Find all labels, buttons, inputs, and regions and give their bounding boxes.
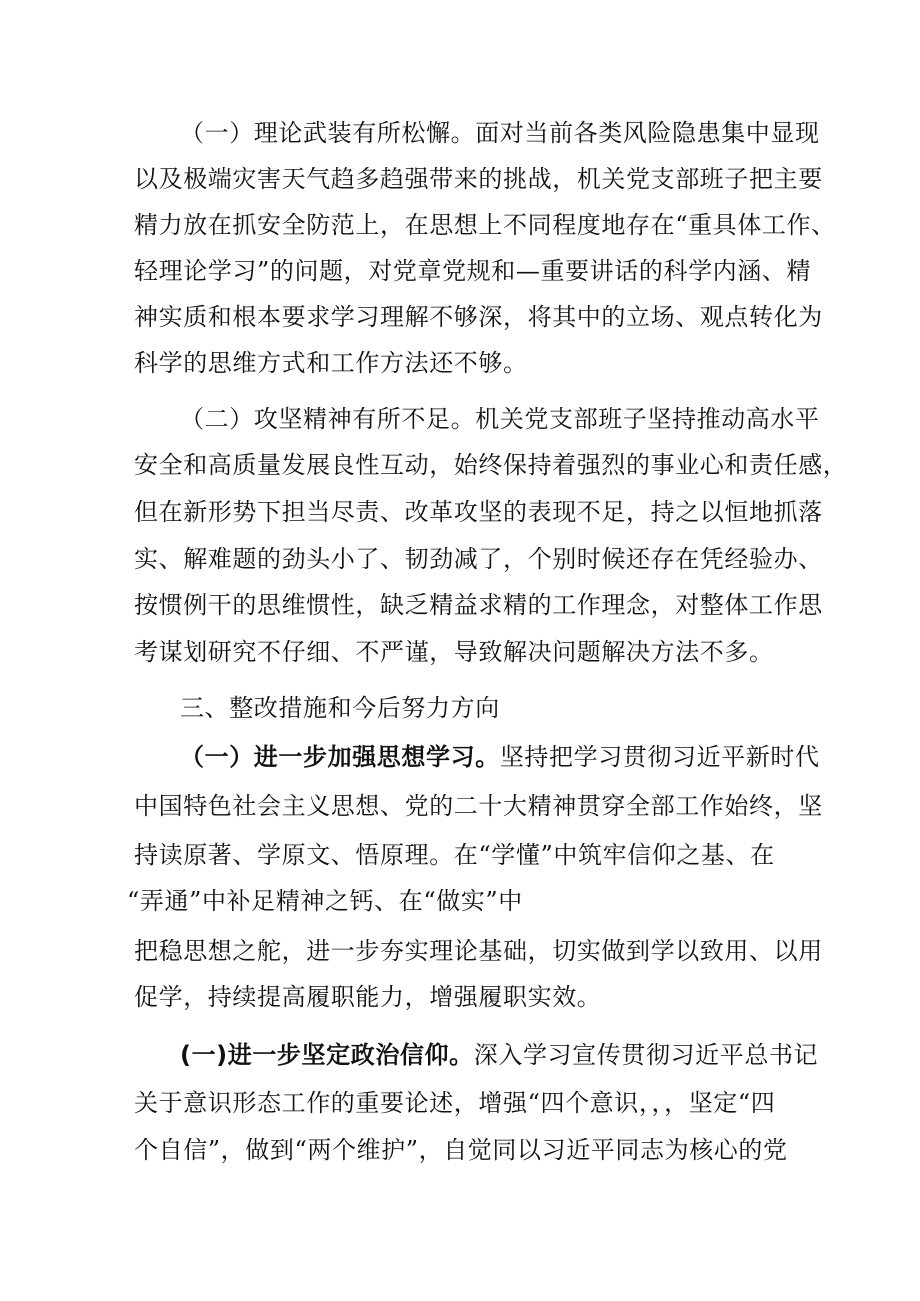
paragraph-lead: (一)进一步坚定政治信仰。: [180, 1041, 474, 1069]
paragraph-line: 按惯例干的思维惯性，缺乏精益求精的工作理念，对整体工作思: [134, 591, 823, 619]
paragraph-lead-rest: 深入学习宣传贯彻习近平总书记: [473, 1041, 819, 1069]
paragraph-line: 科学的思维方式和工作方法还不够。: [134, 349, 528, 377]
paragraph-line: 考谋划研究不仔细、不严谨，导致解决问题解决方法不多。: [134, 638, 774, 666]
paragraph-line: 但在新形势下担当尽责、改革攻坚的表现不足，持之以恒地抓落: [134, 498, 823, 526]
paragraph-lead-rest: 坚持把学习贯彻习近平新时代: [499, 743, 820, 771]
section-heading: 三、整改措施和今后努力方向: [180, 694, 500, 722]
paragraph-line: （一）理论武装有所松懈。面对当前各类风险隐患集中显现: [180, 119, 820, 147]
paragraph-line: 个自信”，做到“两个维护”，自觉同以习近平同志为核心的党: [134, 1136, 788, 1164]
paragraph-line: 关于意识形态工作的重要论述，增强“四个意识，，，坚定“四: [134, 1089, 776, 1117]
paragraph-line: 神实质和根本要求学习理解不够深，将其中的立场、观点转化为: [134, 303, 823, 331]
paragraph-line: 轻理论学习”的问题，对党章党规和—重要讲话的科学内涵、精: [134, 257, 812, 285]
paragraph-line: 以及极端灾害天气趋多趋强带来的挑战，机关党支部班子把主要: [134, 165, 823, 193]
paragraph-lead: （一）进一步加强思想学习。: [180, 743, 500, 771]
paragraph-line: 促学，持续提高履职能力，增强履职实效。: [134, 983, 602, 1011]
paragraph-line: （二）攻坚精神有所不足。机关党支部班子坚持推动高水平: [180, 405, 820, 433]
paragraph-line: 实、解难题的劲头小了、韧劲减了，个别时候还存在凭经验办、: [134, 545, 823, 573]
paragraph-first-line: [180, 1040, 818, 1070]
paragraph-line: 中国特色社会主义思想、党的二十大精神贯穿全部工作始终，坚: [134, 792, 823, 820]
paragraph-line: “弄通”中补足精神之钙、在“做实”中: [127, 887, 523, 915]
paragraph-line: 持读原著、学原文、悟原理。在“学懂”中筑牢信仰之基、在: [134, 841, 775, 869]
paragraph-first-line: [180, 742, 820, 772]
paragraph-line: 安全和高质量发展良性互动，始终保持着强烈的事业心和责任感，: [134, 451, 848, 479]
paragraph-line: 精力放在抓安全防范上，在思想上不同程度地存在“重具体工作、: [134, 211, 836, 239]
paragraph-line: 把稳思想之舵，进一步夯实理论基础，切实做到学以致用、以用: [134, 937, 823, 965]
